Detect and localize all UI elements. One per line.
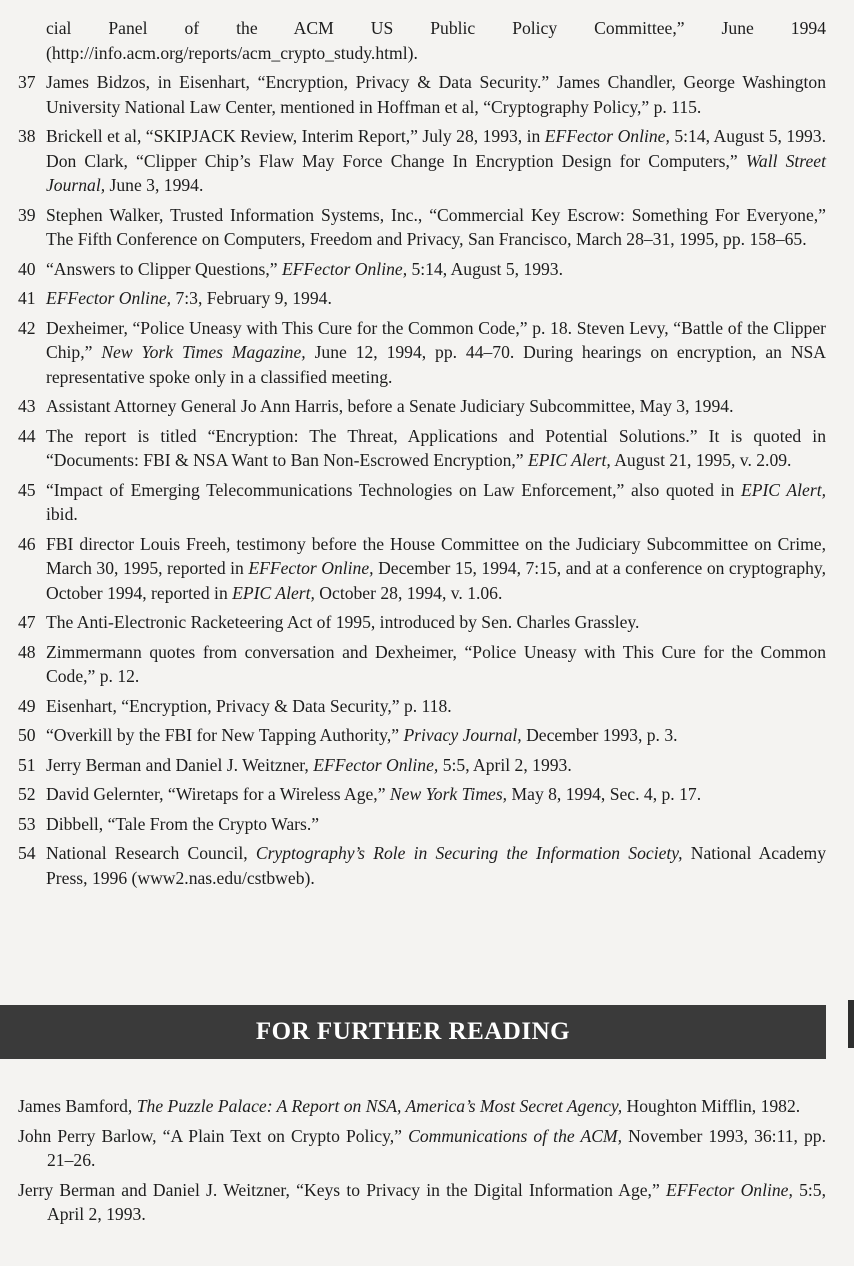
endnote: 48 Zimmermann quotes from conversation and Dexheimer, “Police Uneasy with This Cure for the Common Code,” p. 12. [18, 641, 826, 686]
endnote: 42 Dexheimer, “Police Uneasy with This Cure for the Common Code,” p. 18. Steven Levy, “Battle of the Clipper Chip,” New York Times Magazine, June 12, 1994, pp. 44–70. During hearings on encryption, an NSA representative spoke only in a classified meeting. [18, 317, 827, 387]
section-heading: FOR FURTHER READING [255, 1018, 571, 1045]
endnote: 37 James Bidzos, in Eisenhart, “Encryption, Privacy & Data Security.” James Chandler, George Washington University National Law Center, mentioned in Hoffman et al, “Cryptography Policy,” p. 115. [18, 72, 826, 117]
endnote-continuation: cial Panel of the ACM US Public Policy Committee,” June 1994 (http://info.acm.org/reports/acm_crypto_study.html). [46, 18, 826, 63]
endnotes-list [18, 16, 826, 895]
reading-entry: Jerry Berman and Daniel J. Weitzner, “Keys to Privacy in the Digital Information Age,” EFFector Online, 5:5, April 2, 1993. [18, 1179, 826, 1224]
endnote: 38 Brickell et al, “SKIPJACK Review, Interim Report,” July 28, 1993, in EFFector Online, 5:14, August 5, 1993. Don Clark, “Clipper Chip’s Flaw May Force Change In Encryption Design for Computers,” Wall Street Journal, June 3, 1994. [18, 126, 826, 195]
endnote: 47 The Anti-Electronic Racketeering Act of 1995, introduced by Sen. Charles Grassley. [18, 612, 640, 632]
endnote: 53 Dibbell, “Tale From the Crypto Wars.” [18, 813, 320, 834]
reading-entry: John Perry Barlow, “A Plain Text on Crypto Policy,” Communications of the ACM, November 1993, 36:11, pp. 21–26. [18, 1125, 826, 1170]
endnote: 49 Eisenhart, “Encryption, Privacy & Data Security,” p. 118. [18, 695, 452, 716]
endnote: 50 “Overkill by the FBI for New Tapping Authority,” Privacy Journal, December 1993, p. 3. [18, 725, 678, 745]
further-reading-list [18, 1094, 826, 1232]
endnote: 54 National Research Council, Cryptography’s Role in Securing the Information Society, National Academy Press, 1996 (www2.nas.edu/cstbweb). [18, 843, 827, 888]
endnote: 43 Assistant Attorney General Jo Ann Harris, before a Senate Judiciary Subcommittee, May 3, 1994. [18, 396, 734, 416]
endnote: 39 Stephen Walker, Trusted Information Systems, Inc., “Commercial Key Escrow: Something For Everyone,” The Fifth Conference on Computers, Freedom and Privacy, San Francisco, March 28–31, 1995, pp. 158–65. [18, 204, 826, 249]
endnote: 40 “Answers to Clipper Questions,” EFFector Online, 5:14, August 5, 1993. [18, 258, 564, 279]
reading-entry: James Bamford, The Puzzle Palace: A Report on NSA, America’s Most Secret Agency, Houghton Mifflin, 1982. [18, 1096, 801, 1116]
thumb-tab [848, 1000, 854, 1048]
section-banner [0, 1005, 826, 1059]
endnote: 41 EFFector Online, 7:3, February 9, 1994. [18, 288, 332, 308]
endnote: 52 David Gelernter, “Wiretaps for a Wireless Age,” New York Times, May 8, 1994, Sec. 4, p. 17. [18, 784, 702, 804]
endnote: 45 “Impact of Emerging Telecommunications Technologies on Law Enforcement,” also quoted in EPIC Alert, ibid. [18, 479, 826, 524]
endnote: 44 The report is titled “Encryption: The Threat, Applications and Potential Solutions.” It is quoted in “Documents: FBI & NSA Want to Ban Non-Escrowed Encryption,” EPIC Alert, August 21, 1995, v. 2.09. [18, 425, 826, 470]
endnote: 46 FBI director Louis Freeh, testimony before the House Committee on the Judiciary Subcommittee on Crime, March 30, 1995, reported in EFFector Online, December 15, 1994, 7:15, and at a conference on cryptography, October 1994, reported in EPIC Alert, October 28, 1994, v. 1.06. [18, 533, 826, 603]
endnote: 51 Jerry Berman and Daniel J. Weitzner, EFFector Online, 5:5, April 2, 1993. [18, 754, 572, 775]
